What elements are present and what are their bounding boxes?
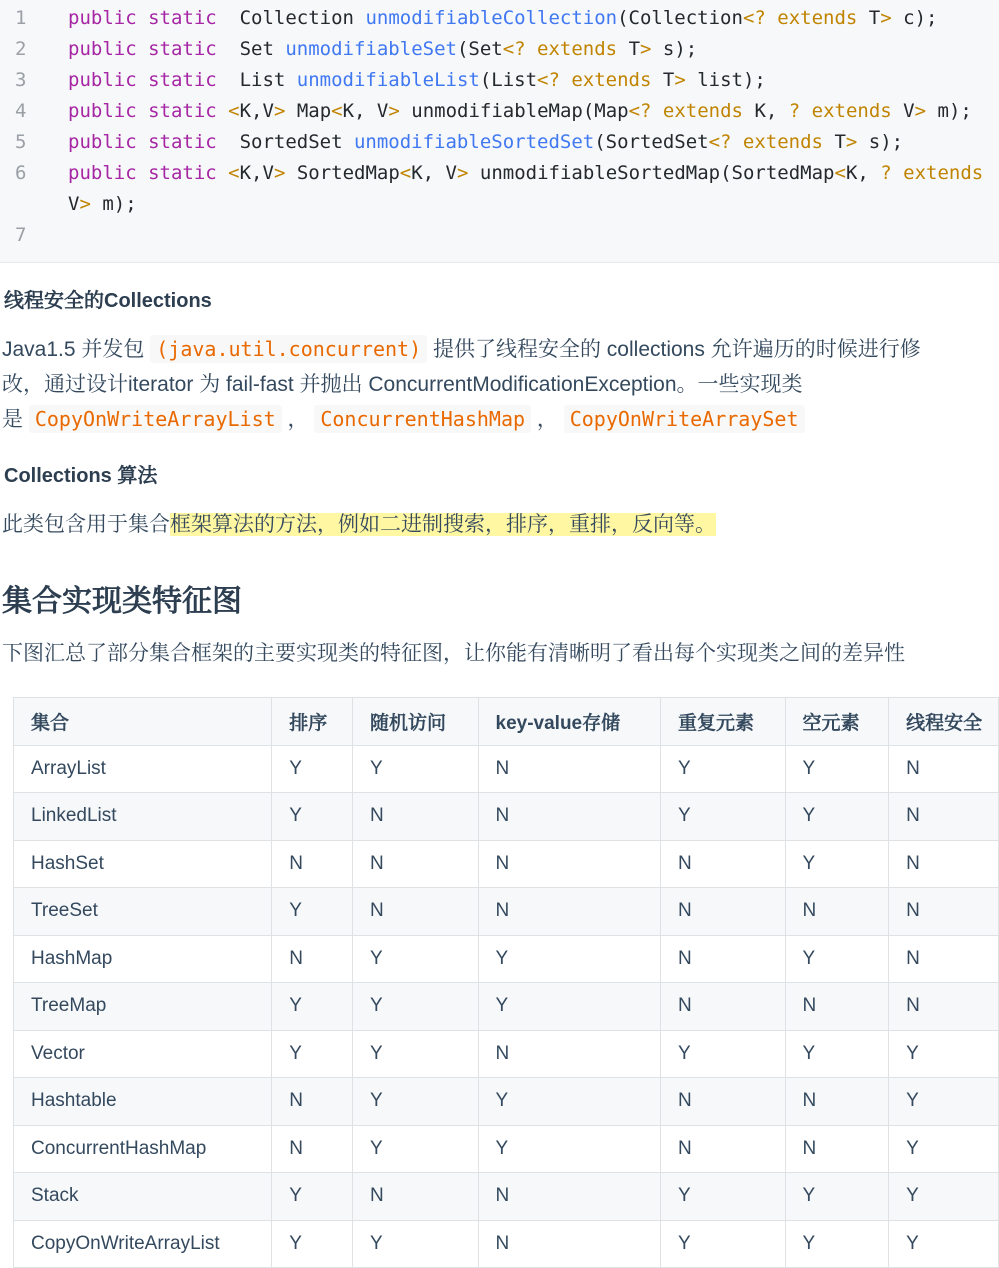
code-token: >: [273, 100, 297, 122]
table-row: [14, 935, 999, 983]
line-number: 1: [15, 7, 27, 29]
code-token: >: [79, 193, 103, 215]
column-header: 重复元素: [660, 698, 785, 746]
table-row: [14, 1078, 999, 1126]
paragraph-line-1: [2, 332, 997, 368]
table-cell: HashMap: [14, 935, 272, 983]
table-cell: Y: [785, 935, 889, 983]
code-token: T: [628, 38, 641, 60]
table-cell: TreeSet: [14, 888, 272, 936]
inline-code-class: CopyOnWriteArraySet: [564, 405, 805, 433]
table-row: [14, 1220, 999, 1268]
table-cell: Y: [272, 1173, 353, 1221]
code-token: T: [834, 131, 846, 153]
code-text: [68, 189, 137, 220]
table-cell: N: [889, 745, 999, 793]
table-cell: N: [785, 1078, 889, 1126]
code-token: >: [674, 69, 698, 91]
table-cell: Vector: [14, 1030, 272, 1078]
code-token: <? extends: [537, 69, 663, 91]
code-token: public static: [68, 162, 229, 184]
table-cell: Y: [785, 1030, 889, 1078]
paragraph-feature-intro: 下图汇总了部分集合框架的主要实现类的特征图，让你能有清晰明了看出每个实现类之间的差异性: [2, 642, 905, 665]
table-cell: N: [272, 840, 353, 888]
code-token: public static: [68, 69, 240, 91]
table-cell: Y: [660, 1173, 785, 1221]
code-token: public static: [68, 7, 240, 29]
table-cell: Y: [272, 793, 353, 841]
code-token: K,: [845, 162, 881, 184]
code-token: >: [388, 100, 412, 122]
table-cell: Y: [660, 1030, 785, 1078]
table-cell: N: [478, 888, 660, 936]
table-row: [14, 745, 999, 793]
table-cell: N: [660, 1078, 785, 1126]
code-token: s);: [662, 38, 698, 60]
code-token: K, V: [411, 162, 457, 184]
code-token: m);: [102, 193, 137, 215]
section-heading-thread-safe: 线程安全的Collections: [4, 290, 212, 312]
code-text: [68, 158, 983, 189]
code-text: [68, 96, 972, 127]
line-number: 4: [15, 100, 27, 122]
code-token: c);: [903, 7, 938, 29]
code-token: public static: [68, 38, 240, 60]
code-token: <? extends: [628, 100, 755, 122]
table-cell: Y: [785, 840, 889, 888]
table-cell: Y: [889, 1078, 999, 1126]
code-token: List: [239, 69, 297, 91]
code-token: ? extends: [880, 162, 984, 184]
table-cell: Y: [272, 1030, 353, 1078]
table-cell: N: [660, 888, 785, 936]
table-cell: Y: [352, 1125, 478, 1173]
collections-feature-table: [13, 697, 999, 1268]
table-cell: Y: [272, 745, 353, 793]
paragraph-line-3: [2, 402, 997, 438]
line-number: 3: [15, 69, 27, 91]
table-cell: N: [785, 888, 889, 936]
table-cell: N: [660, 935, 785, 983]
code-token: SortedSet: [239, 131, 354, 153]
table-cell: Y: [272, 1220, 353, 1268]
column-header: key-value存储: [478, 698, 660, 746]
code-token: T: [662, 69, 675, 91]
table-cell: Y: [660, 745, 785, 793]
table-row: [14, 793, 999, 841]
column-header: 随机访问: [352, 698, 478, 746]
code-token: Collection: [239, 7, 366, 29]
paragraph-thread-safe: [2, 332, 997, 438]
text: 提供了线程安全的 collections 允许遍历的时候进行修: [427, 338, 921, 361]
table-row: [14, 1125, 999, 1173]
code-block: [0, 0, 999, 263]
table-cell: N: [272, 935, 353, 983]
code-token: <: [228, 162, 240, 184]
table-cell: N: [660, 1125, 785, 1173]
code-token: K,V: [239, 162, 274, 184]
table-cell: N: [478, 745, 660, 793]
table-cell: Y: [272, 888, 353, 936]
table-cell: TreeMap: [14, 983, 272, 1031]
table-cell: N: [889, 935, 999, 983]
code-text: [68, 3, 937, 34]
code-token: unmodifiableList: [296, 69, 480, 91]
separator: ，: [281, 408, 315, 431]
code-text: [68, 127, 903, 158]
table-cell: Y: [352, 935, 478, 983]
table-cell: N: [352, 1173, 478, 1221]
code-token: unmodifiableSortedMap(SortedMap: [479, 162, 835, 184]
table-cell: N: [660, 983, 785, 1031]
inline-code-package: (java.util.concurrent): [150, 335, 427, 363]
table-cell: N: [785, 1125, 889, 1173]
table-cell: Y: [352, 745, 478, 793]
table-cell: Y: [660, 1220, 785, 1268]
code-token: K, V: [342, 100, 389, 122]
line-number: 7: [15, 224, 27, 246]
code-text: [68, 65, 766, 96]
line-number: 5: [15, 131, 27, 153]
code-token: public static: [68, 100, 229, 122]
table-cell: Y: [478, 983, 660, 1031]
table-cell: Y: [785, 1220, 889, 1268]
code-token: T: [868, 7, 881, 29]
column-header: 空元素: [785, 698, 889, 746]
line-number: 6: [15, 162, 27, 184]
table-cell: Y: [352, 1220, 478, 1268]
table-cell: Y: [478, 935, 660, 983]
table-header-row: [14, 698, 999, 746]
table-cell: N: [272, 1125, 353, 1173]
code-token: public static: [68, 131, 240, 153]
table-row: [14, 1030, 999, 1078]
code-token: >: [640, 38, 663, 60]
table-cell: Y: [889, 1173, 999, 1221]
column-header: 排序: [272, 698, 353, 746]
table-cell: ArrayList: [14, 745, 272, 793]
table-cell: Y: [478, 1125, 660, 1173]
table-cell: N: [352, 793, 478, 841]
table-cell: N: [889, 793, 999, 841]
code-token: >: [273, 162, 297, 184]
code-token: (Set: [456, 38, 503, 60]
table-cell: Y: [785, 793, 889, 841]
table-cell: N: [889, 888, 999, 936]
table-cell: Stack: [14, 1173, 272, 1221]
table-cell: Y: [889, 1125, 999, 1173]
table-body: [14, 745, 999, 1268]
table-cell: Y: [660, 793, 785, 841]
table-cell: N: [478, 840, 660, 888]
table-cell: Y: [352, 1078, 478, 1126]
table-row: [14, 840, 999, 888]
inline-code-class: ConcurrentHashMap: [314, 405, 531, 433]
table-cell: HashSet: [14, 840, 272, 888]
code-token: Map: [296, 100, 332, 122]
code-token: unmodifiableSortedSet: [353, 131, 595, 153]
table-cell: N: [478, 793, 660, 841]
separator: ，: [531, 408, 564, 431]
code-token: ? extends: [788, 100, 904, 122]
table-cell: Y: [889, 1220, 999, 1268]
column-header: 线程安全: [889, 698, 999, 746]
code-token: Set: [239, 38, 286, 60]
line-number: 2: [15, 38, 27, 60]
code-token: >: [914, 100, 938, 122]
code-token: m);: [937, 100, 972, 122]
table-cell: Y: [272, 983, 353, 1031]
table-cell: N: [478, 1220, 660, 1268]
table-cell: Y: [785, 1173, 889, 1221]
code-token: list);: [697, 69, 766, 91]
table-cell: Y: [352, 983, 478, 1031]
code-token: V: [68, 193, 80, 215]
table-row: [14, 983, 999, 1031]
table-cell: Y: [889, 1030, 999, 1078]
section-heading-feature-chart: 集合实现类特征图: [2, 585, 242, 618]
code-token: <: [834, 162, 846, 184]
table-cell: N: [352, 888, 478, 936]
table-row: [14, 888, 999, 936]
table-cell: Y: [352, 1030, 478, 1078]
text: Java1.5 并发包: [2, 338, 151, 361]
paragraph-algorithms: [2, 508, 997, 543]
inline-code-class: CopyOnWriteArrayList: [29, 405, 282, 433]
code-token: K,V: [239, 100, 274, 122]
table-cell: N: [352, 840, 478, 888]
code-token: K,: [754, 100, 789, 122]
table-cell: N: [889, 983, 999, 1031]
code-token: (List: [479, 69, 538, 91]
code-token: <: [399, 162, 412, 184]
code-token: <? extends: [502, 38, 629, 60]
section-heading-algorithms: Collections 算法: [4, 465, 158, 487]
code-token: SortedMap: [296, 162, 400, 184]
code-token: (Collection: [617, 7, 743, 29]
code-token: V: [903, 100, 915, 122]
table-cell: N: [272, 1078, 353, 1126]
code-token: >: [880, 7, 904, 29]
table-cell: CopyOnWriteArrayList: [14, 1220, 272, 1268]
table-cell: Y: [785, 745, 889, 793]
column-header: 集合: [14, 698, 272, 746]
code-token: >: [457, 162, 480, 184]
code-token: <? extends: [742, 7, 869, 29]
code-token: (SortedSet: [594, 131, 709, 153]
code-token: unmodifiableMap(Map: [411, 100, 629, 122]
code-token: <? extends: [708, 131, 835, 153]
code-token: >: [845, 131, 869, 153]
table-cell: ConcurrentHashMap: [14, 1125, 272, 1173]
table-cell: N: [478, 1173, 660, 1221]
text: 是: [2, 408, 29, 431]
code-token: <: [331, 100, 343, 122]
code-token: unmodifiableSet: [285, 38, 457, 60]
code-token: unmodifiableCollection: [365, 7, 618, 29]
code-text: [68, 34, 697, 65]
table-cell: Y: [478, 1078, 660, 1126]
table-cell: LinkedList: [14, 793, 272, 841]
table-row: [14, 1173, 999, 1221]
paragraph-line-2: 改，通过设计iterator 为 fail-fast 并抛出 ConcurrentModificationException。一些实现类: [2, 372, 803, 396]
text: 此类包含用于集合: [2, 513, 170, 536]
table-cell: Hashtable: [14, 1078, 272, 1126]
highlighted-text: 框架算法的方法，例如二进制搜索，排序，重排，反向等。: [170, 513, 716, 536]
code-token: s);: [868, 131, 904, 153]
table-cell: N: [660, 840, 785, 888]
table-cell: N: [785, 983, 889, 1031]
table-cell: N: [889, 840, 999, 888]
code-token: <: [228, 100, 240, 122]
table-cell: N: [478, 1030, 660, 1078]
